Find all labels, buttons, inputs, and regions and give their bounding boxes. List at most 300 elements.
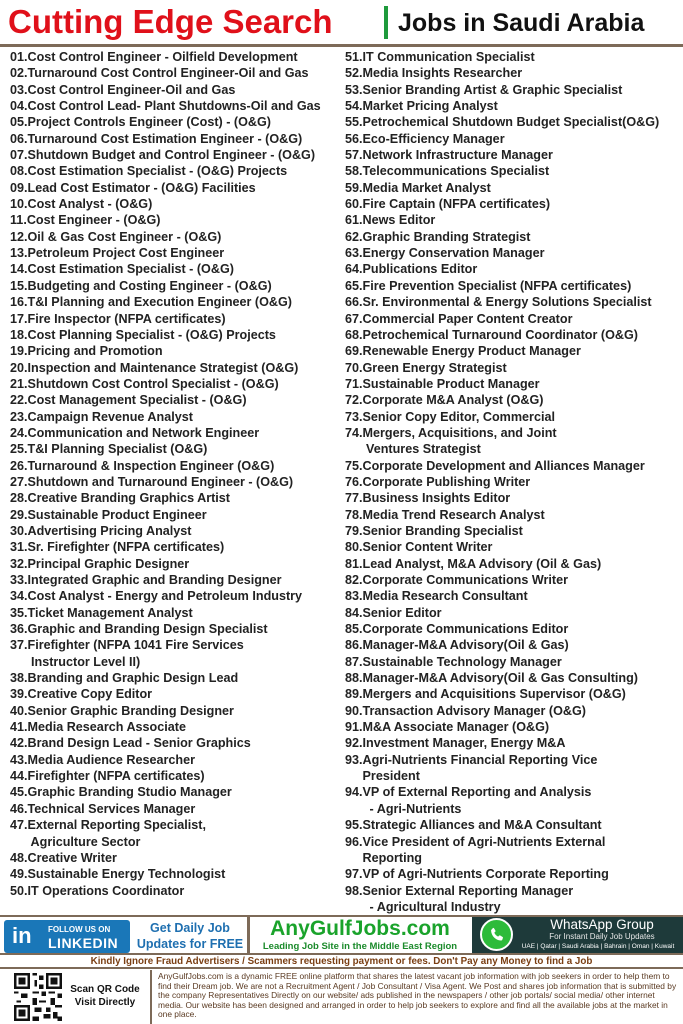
- job-list-item: [10, 539, 345, 555]
- job-list-item: [10, 229, 345, 245]
- job-title: Graphic Branding Studio Manager: [27, 785, 232, 800]
- job-number: 45.: [10, 785, 28, 800]
- job-title: Budgeting and Costing Engineer - (O&G): [27, 278, 272, 293]
- job-title: Corporate Communications Writer: [362, 573, 569, 587]
- job-list-item: [345, 180, 683, 196]
- banner-divider: [247, 917, 250, 953]
- job-number: 17.: [10, 311, 28, 326]
- job-title: Media Insights Researcher: [362, 66, 523, 81]
- job-title: IT Communication Specialist: [362, 50, 535, 64]
- job-number: 55.: [345, 115, 363, 130]
- job-list-item-continuation: [345, 441, 683, 457]
- job-list-item: [345, 474, 683, 490]
- job-number: 78.: [345, 507, 363, 522]
- job-number: 75.: [345, 458, 363, 473]
- job-title: Oil & Gas Cost Engineer - (O&G): [27, 229, 222, 244]
- job-list-item: [10, 343, 345, 359]
- job-list-item: [345, 376, 683, 392]
- job-list-item: [10, 360, 345, 376]
- job-title: Cost Planning Specialist - (O&G) Projects: [27, 327, 276, 342]
- job-title: Shutdown Budget and Control Engineer - (O&G): [27, 148, 316, 163]
- job-title: Creative Copy Editor: [27, 687, 153, 702]
- job-number: 34.: [10, 589, 28, 604]
- job-title: Ticket Management Analyst: [27, 605, 193, 620]
- job-number: 26.: [10, 458, 28, 473]
- job-title: Branding and Graphic Design Lead: [27, 671, 239, 686]
- job-list-item: [345, 278, 683, 294]
- job-title: Lead Cost Estimator - (O&G) Facilities: [27, 180, 256, 195]
- job-list-item: [345, 212, 683, 228]
- job-number: 53.: [345, 82, 363, 97]
- job-number: 27.: [10, 474, 28, 489]
- job-list-item: [10, 49, 345, 65]
- job-number: 23.: [10, 409, 28, 424]
- job-list-item: [345, 572, 683, 588]
- job-title: Media Research Associate: [27, 720, 186, 735]
- job-title: Cost Management Specialist - (O&G): [27, 393, 247, 408]
- job-number: 43.: [10, 752, 28, 767]
- job-list-item: [10, 147, 345, 163]
- qr-label: [68, 983, 142, 1009]
- job-title: Business Insights Editor: [362, 491, 511, 506]
- job-number: 38.: [10, 671, 28, 686]
- job-list-item: [10, 65, 345, 81]
- job-number: 31.: [10, 540, 28, 555]
- job-number: 36.: [10, 622, 28, 637]
- job-title: Brand Design Lead - Senior Graphics: [27, 736, 251, 751]
- job-list-item: [10, 686, 345, 702]
- linkedin-follow-button[interactable]: [4, 920, 130, 953]
- job-number: 05.: [10, 115, 28, 130]
- job-number: 35.: [10, 605, 28, 620]
- job-list-item: [345, 605, 683, 621]
- job-list-item: [345, 834, 683, 850]
- job-title: Cost Control Engineer - Oilfield Development: [27, 50, 298, 64]
- job-number: 48.: [10, 850, 28, 865]
- job-title: Inspection and Maintenance Strategist (O&G): [27, 360, 299, 375]
- job-title: Cost Estimation Specialist - (O&G) Projects: [27, 164, 288, 179]
- job-number: 70.: [345, 360, 363, 375]
- job-title: Commercial Paper Content Creator: [362, 311, 573, 326]
- job-title: Ventures Strategist: [362, 442, 481, 457]
- job-list-item: [345, 523, 683, 539]
- job-list-item: [345, 507, 683, 523]
- job-title: VP of Agri-Nutrients Corporate Reporting: [362, 867, 609, 882]
- job-title: Petrochemical Shutdown Budget Specialist(O&G): [362, 115, 660, 130]
- job-title: Transaction Advisory Manager (O&G): [362, 703, 586, 718]
- job-list-item: [345, 654, 683, 670]
- job-number: 20.: [10, 360, 28, 375]
- job-title: - Agri-Nutrients: [362, 801, 462, 816]
- job-title: Petrochemical Turnaround Coordinator (O&G): [362, 327, 638, 342]
- job-list-item: [345, 621, 683, 637]
- job-number: 98.: [345, 883, 363, 898]
- job-list-item: [10, 866, 345, 882]
- job-list-item: [10, 507, 345, 523]
- page-subtitle: Jobs in Saudi Arabia: [398, 9, 645, 37]
- job-number: 18.: [10, 327, 28, 342]
- job-number: 32.: [10, 556, 28, 571]
- job-number: 57.: [345, 148, 363, 163]
- job-number: 24.: [10, 425, 28, 440]
- job-title: Renewable Energy Product Manager: [362, 344, 581, 359]
- job-list-item: [10, 294, 345, 310]
- job-number: 11.: [10, 213, 27, 228]
- job-list-item-continuation: [345, 899, 683, 915]
- job-number: 41.: [10, 720, 28, 735]
- job-list-item: [345, 229, 683, 245]
- job-number: 25.: [10, 442, 28, 457]
- job-title: Turnaround & Inspection Engineer (O&G): [27, 458, 275, 473]
- job-title: Senior Branding Specialist: [362, 523, 523, 538]
- job-number: 74.: [345, 425, 363, 440]
- job-title: Energy Conservation Manager: [362, 246, 545, 261]
- job-title: Corporate Development and Alliances Manager: [362, 458, 645, 473]
- header-rule: [0, 44, 683, 47]
- job-title: Eco-Efficiency Manager: [362, 131, 505, 146]
- job-number: 80.: [345, 540, 363, 555]
- job-number: 86.: [345, 638, 363, 653]
- job-list-item: [345, 458, 683, 474]
- job-list-item: [345, 147, 683, 163]
- job-number: 13.: [10, 246, 28, 261]
- job-list-item: [10, 441, 345, 457]
- job-title: Strategic Alliances and M&A Consultant: [362, 818, 602, 833]
- job-number: 93.: [345, 752, 363, 767]
- job-list-item: [10, 637, 345, 653]
- job-number: 67.: [345, 311, 363, 326]
- job-title: Pricing and Promotion: [27, 344, 163, 359]
- job-title: Integrated Graphic and Branding Designer: [27, 573, 282, 587]
- job-title: Creative Branding Graphics Artist: [27, 491, 230, 506]
- job-list-item: [10, 588, 345, 604]
- job-list-item: [345, 311, 683, 327]
- job-number: 66.: [345, 295, 363, 310]
- job-title: Sustainable Energy Technologist: [27, 867, 226, 882]
- job-list-item: [10, 409, 345, 425]
- job-list-item: [345, 588, 683, 604]
- job-title: Creative Writer: [27, 850, 117, 865]
- job-title: News Editor: [362, 213, 436, 228]
- job-list-item-continuation: [345, 801, 683, 817]
- job-number: 02.: [10, 66, 28, 81]
- job-number: 14.: [10, 262, 28, 277]
- footer-divider: [150, 970, 152, 1024]
- whatsapp-countries: UAE | Qatar | Saudi Arabia | Bahrain | Oman | Kuwait: [521, 943, 675, 950]
- job-number: 03.: [10, 82, 28, 97]
- job-list-item: [10, 572, 345, 588]
- job-list-item: [10, 719, 345, 735]
- job-number: 10.: [10, 197, 28, 212]
- job-list-item: [10, 605, 345, 621]
- job-number: 91.: [345, 720, 363, 735]
- job-title: Publications Editor: [362, 262, 478, 277]
- job-title: Senior Graphic Branding Designer: [27, 703, 234, 718]
- job-list-item: [10, 278, 345, 294]
- job-title: Cost Engineer - (O&G): [26, 213, 161, 228]
- job-title: Senior External Reporting Manager: [362, 883, 574, 898]
- job-title: Market Pricing Analyst: [362, 99, 498, 114]
- job-title: Shutdown and Turnaround Engineer - (O&G): [27, 474, 294, 489]
- job-list-item: [345, 261, 683, 277]
- about-text: AnyGulfJobs.com is a dynamic FREE online platform that shares the latest vacant job information with job seekers in order to help them to find their Dream job. We are not a Recruitment Agent / Job Consultant / Visa Agent. We Post and shares job information that is submitted by the company Representatives Directly on our website/ ads published in the newspapers / other job portals/ social media/ other internet media. Our website has been designed and arranged in order to help job seekers to explore and find all the available jobs at the market in one place.: [158, 971, 677, 1020]
- job-title: Cost Control Engineer-Oil and Gas: [27, 82, 236, 97]
- job-number: 82.: [345, 573, 363, 587]
- job-title: Graphic and Branding Design Specialist: [27, 622, 268, 637]
- job-title: Cost Estimation Specialist - (O&G): [27, 262, 234, 277]
- job-title: Reporting: [362, 850, 422, 865]
- daily-updates-line2: Updates for FREE: [136, 937, 244, 951]
- job-list-item: [345, 114, 683, 130]
- daily-updates-line1: Get Daily Job: [150, 921, 230, 935]
- job-list-item: [345, 294, 683, 310]
- job-title: Project Controls Engineer (Cost) - (O&G): [27, 115, 272, 130]
- job-title: Senior Copy Editor, Commercial: [362, 409, 555, 424]
- job-title: Senior Branding Artist & Graphic Specialist: [362, 82, 623, 97]
- job-title: Telecommunications Specialist: [362, 164, 550, 179]
- job-number: 58.: [345, 164, 363, 179]
- job-number: 19.: [10, 344, 28, 359]
- job-number: 90.: [345, 703, 363, 718]
- job-number: 59.: [345, 180, 363, 195]
- linkedin-follow-label: FOLLOW US ON: [48, 925, 111, 934]
- job-list-item: [10, 621, 345, 637]
- brand-title: Cutting Edge Search: [8, 3, 333, 40]
- job-number: 30.: [10, 523, 28, 538]
- job-list-item: [10, 392, 345, 408]
- job-title: Media Trend Research Analyst: [362, 507, 545, 522]
- job-list-item: [10, 817, 345, 833]
- job-list-item: [10, 784, 345, 800]
- job-list-item: [345, 817, 683, 833]
- job-list-item: [10, 196, 345, 212]
- fraud-warning: Kindly Ignore Fraud Advertisers / Scammers requesting payment or fees. Don't Pay any Money to find a Job: [0, 955, 683, 969]
- job-list-item: [10, 376, 345, 392]
- job-number: 39.: [10, 687, 28, 702]
- job-title: IT Operations Coordinator: [27, 883, 185, 898]
- job-title: VP of External Reporting and Analysis: [362, 785, 592, 800]
- job-list-item: [10, 735, 345, 751]
- whatsapp-title: WhatsApp Group: [550, 917, 654, 932]
- job-list-item: [345, 343, 683, 359]
- job-number: 09.: [10, 180, 28, 195]
- job-number: 97.: [345, 867, 363, 882]
- job-number: 42.: [10, 736, 28, 751]
- job-number: 52.: [345, 66, 363, 81]
- job-number: 28.: [10, 491, 28, 506]
- job-list-item: [345, 637, 683, 653]
- job-title: Turnaround Cost Estimation Engineer - (O&G): [27, 131, 303, 146]
- site-name: AnyGulfJobs.com: [270, 917, 450, 940]
- job-title: Cost Analyst - Energy and Petroleum Industry: [27, 589, 303, 604]
- linkedin-icon: in: [12, 923, 32, 948]
- job-title: Network Infrastructure Manager: [362, 148, 553, 163]
- job-title: Sr. Environmental & Energy Solutions Specialist: [362, 295, 652, 310]
- job-number: 46.: [10, 801, 28, 816]
- job-list-item: [10, 98, 345, 114]
- job-number: 62.: [345, 229, 363, 244]
- job-list-item: [10, 883, 345, 899]
- site-tagline: Leading Job Site in the Middle East Region: [262, 941, 458, 952]
- job-list-item: [10, 327, 345, 343]
- qr-label-line1: Scan QR Code: [70, 984, 140, 995]
- job-number: 16.: [10, 295, 28, 310]
- job-title: Senior Editor: [362, 605, 442, 620]
- job-number: 94.: [345, 785, 363, 800]
- job-number: 60.: [345, 197, 363, 212]
- job-number: 01.: [10, 50, 28, 64]
- job-number: 44.: [10, 769, 28, 784]
- job-number: 68.: [345, 327, 363, 342]
- job-number: 33.: [10, 573, 28, 587]
- job-title: Agri-Nutrients Financial Reporting Vice: [362, 752, 598, 767]
- job-list-item: [10, 82, 345, 98]
- job-list-item: [10, 163, 345, 179]
- job-list-item: [345, 360, 683, 376]
- job-title: Media Audience Researcher: [27, 752, 196, 767]
- job-title: Graphic Branding Strategist: [362, 229, 531, 244]
- job-title: Mergers, Acquisitions, and Joint: [362, 425, 557, 440]
- job-list-left: [10, 49, 345, 899]
- job-list-item-continuation: [10, 834, 345, 850]
- job-list-item: [345, 196, 683, 212]
- job-title: Firefighter (NFPA 1041 Fire Services: [27, 638, 244, 653]
- job-number: 71.: [345, 376, 363, 391]
- job-title: Manager-M&A Advisory(Oil & Gas Consulting): [362, 671, 638, 686]
- whatsapp-icon: [480, 918, 513, 951]
- job-number: 37.: [10, 638, 28, 653]
- job-title: Advertising Pricing Analyst: [27, 523, 192, 538]
- job-list-item: [345, 539, 683, 555]
- job-list-item-continuation: [345, 768, 683, 784]
- job-list-item: [10, 801, 345, 817]
- job-list-item: [345, 670, 683, 686]
- job-number: 07.: [10, 148, 28, 163]
- job-title: Cost Control Lead- Plant Shutdowns-Oil and Gas: [27, 99, 321, 114]
- job-title: Corporate Publishing Writer: [362, 474, 531, 489]
- site-logo-link[interactable]: [252, 917, 468, 953]
- job-number: 95.: [345, 818, 363, 833]
- job-list-item: [10, 752, 345, 768]
- job-list-item: [10, 458, 345, 474]
- job-list-item: [10, 311, 345, 327]
- job-number: 40.: [10, 703, 28, 718]
- job-number: 92.: [345, 736, 363, 751]
- job-number: 73.: [345, 409, 363, 424]
- job-title: Corporate M&A Analyst (O&G): [362, 393, 544, 408]
- job-title: External Reporting Specialist,: [27, 818, 206, 833]
- job-number: 89.: [345, 687, 363, 702]
- job-title: Investment Manager, Energy M&A: [362, 736, 566, 751]
- job-title: T&I Planning and Execution Engineer (O&G): [27, 295, 293, 310]
- job-list-item: [345, 131, 683, 147]
- job-list-item: [10, 490, 345, 506]
- job-number: 21.: [10, 376, 28, 391]
- promo-banner: [0, 915, 683, 955]
- job-number: 22.: [10, 393, 28, 408]
- job-title: Manager-M&A Advisory(Oil & Gas): [362, 638, 569, 653]
- job-title: Campaign Revenue Analyst: [27, 409, 193, 424]
- job-list-item: [345, 98, 683, 114]
- job-list-item: [345, 245, 683, 261]
- job-number: 15.: [10, 278, 28, 293]
- job-number: 64.: [345, 262, 363, 277]
- job-list-item: [345, 735, 683, 751]
- job-number: 69.: [345, 344, 363, 359]
- job-title: Sustainable Product Manager: [362, 376, 540, 391]
- job-number: 08.: [10, 164, 28, 179]
- job-list-right: [345, 49, 683, 915]
- job-list-item: [345, 866, 683, 882]
- job-title: Sustainable Product Engineer: [27, 507, 207, 522]
- job-number: 72.: [345, 393, 363, 408]
- job-list-item: [345, 883, 683, 899]
- job-number: 06.: [10, 131, 28, 146]
- whatsapp-subtitle: For Instant Daily Job Updates: [549, 932, 655, 941]
- job-title: Cost Analyst - (O&G): [27, 197, 153, 212]
- daily-updates-link[interactable]: [134, 920, 246, 952]
- job-title: Corporate Communications Editor: [362, 622, 569, 637]
- job-title: Shutdown Cost Control Specialist - (O&G): [27, 376, 279, 391]
- job-list-item: [10, 114, 345, 130]
- job-title: President: [362, 769, 420, 784]
- job-number: 12.: [10, 229, 28, 244]
- job-number: 63.: [345, 246, 363, 261]
- job-list-item: [10, 261, 345, 277]
- job-title: Turnaround Cost Control Engineer-Oil and Gas: [27, 66, 309, 81]
- job-list-item: [10, 425, 345, 441]
- job-list-item-continuation: [10, 654, 345, 670]
- job-number: 96.: [345, 834, 363, 849]
- job-title: Media Market Analyst: [362, 180, 491, 195]
- job-title: Fire Inspector (NFPA certificates): [27, 311, 226, 326]
- job-list-item: [345, 49, 683, 65]
- job-number: 29.: [10, 507, 28, 522]
- job-list-item: [345, 327, 683, 343]
- job-number: 83.: [345, 589, 363, 604]
- page-footer: [0, 970, 683, 1024]
- job-title: Media Research Consultant: [362, 589, 528, 604]
- job-number: 88.: [345, 671, 363, 686]
- job-number: 04.: [10, 99, 28, 114]
- job-title: Technical Services Manager: [27, 801, 196, 816]
- job-title: Green Energy Strategist: [362, 360, 507, 375]
- job-title: - Agricultural Industry: [362, 899, 501, 914]
- job-title: Sr. Firefighter (NFPA certificates): [27, 540, 225, 555]
- job-list-item: [345, 392, 683, 408]
- job-title: T&I Planning Specialist (O&G): [27, 442, 208, 457]
- job-number: 50.: [10, 883, 28, 898]
- job-list-item: [10, 474, 345, 490]
- job-list-item: [345, 82, 683, 98]
- qr-code-icon[interactable]: [14, 973, 62, 1021]
- job-number: 84.: [345, 605, 363, 620]
- page-header: [0, 0, 683, 46]
- job-title: Petroleum Project Cost Engineer: [27, 246, 225, 261]
- job-list-item: [345, 409, 683, 425]
- job-number: 56.: [345, 131, 363, 146]
- job-number: 77.: [345, 491, 363, 506]
- job-list-item: [345, 490, 683, 506]
- job-number: 65.: [345, 278, 363, 293]
- whatsapp-group-button[interactable]: [472, 917, 683, 953]
- job-title: Lead Analyst, M&A Advisory (Oil & Gas): [362, 556, 602, 571]
- job-list-item: [345, 65, 683, 81]
- job-title: Sustainable Technology Manager: [362, 654, 562, 669]
- job-list-item: [345, 163, 683, 179]
- header-separator: [384, 6, 388, 39]
- job-list-item: [345, 719, 683, 735]
